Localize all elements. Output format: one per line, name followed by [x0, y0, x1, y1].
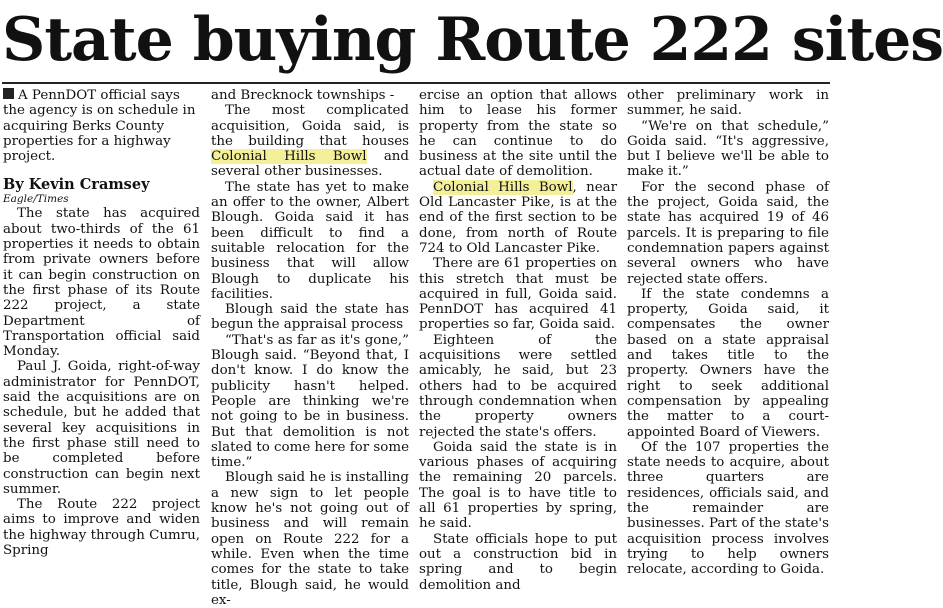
paragraph: Blough said he is installing a new sign to let people know he's not going out of business and will remain open on Route 222 for a while. Even when the time comes for the state to take title, Blough said, he would ex-: [211, 470, 409, 608]
paragraph: Goida said the state is in various phases of acquiring the remaining 20 parcels. The goal is to have title to all 61 properties by spring, he said.: [419, 439, 617, 532]
paragraph: Of the 107 properties the state needs to acquire, about three quarters are residences, officials said, and the remainder are businesses. Part of the state's acquisition process involves trying to help owners relocate, according to Goida.: [627, 439, 829, 578]
deck: [3, 88, 200, 164]
byline: By Kevin Cramsey: [3, 176, 150, 194]
deck-text: A PennDOT official says the agency is on schedule in acquiring Berks County properties for a highway project.: [3, 88, 196, 165]
credit: Eagle/Times: [3, 193, 69, 206]
highlighted-text: Colonial Hills Bowl: [211, 149, 367, 165]
highlighted-text: Colonial Hills Bowl: [433, 179, 573, 195]
paragraph: For the second phase of the project, Goida said, the state has acquired 19 of 46 parcels. It is preparing to file condemnation papers against several owners who have rejected state offers.: [627, 179, 829, 287]
headline-rule: [2, 82, 830, 84]
paragraph: Eighteen of the acquisitions were settled amicably, he said, but 23 others had to be acquired through condemnation when the property owners rejected the state's offers.: [419, 332, 617, 440]
paragraph: [419, 180, 617, 256]
paragraph: [211, 103, 409, 179]
paragraph: There are 61 properties on this stretch that must be acquired in full, Goida said. PennDOT has acquired 41 properties so far, Goida said.: [419, 256, 617, 333]
paragraph: The state has yet to make an offer to the owner, Albert Blough. Goida said it has been difficult to find a suitable relocation for the business that will allow Blough to duplicate his facilities.: [211, 179, 409, 302]
paragraph: “That's as far as it's gone,” Blough said. “Beyond that, I don't know. I do know the publicity hasn't helped. People are thinking we're not going to be in business. But that demolition is not slated to come here for some time.”: [211, 332, 409, 471]
headline: State buying Route 222 sites: [2, 5, 943, 75]
paragraph: other preliminary work in summer, he said.: [627, 88, 829, 119]
paragraph: ercise an option that allows him to lease his former property from the state so he can continue to do business at the site until the actual date of demolition.: [419, 88, 617, 180]
column-1: [3, 88, 200, 559]
column-2: [211, 88, 409, 608]
paragraph-text: and several other businesses.: [211, 149, 409, 180]
column-3: [419, 88, 617, 593]
paragraph: Blough said the state has begun the appraisal process: [211, 302, 409, 333]
paragraph-text: , near Old Lancaster Pike, is at the end of the first section to be done, from north of Route 724 to Old Lancaster Pike.: [419, 179, 617, 256]
paragraph: The Route 222 project aims to improve and widen the highway through Cumru, Spring: [3, 497, 200, 559]
paragraph: and Brecknock townships -: [211, 88, 395, 103]
paragraph: If the state condemns a property, Goida said, it compensates the owner based on a state appraisal and takes title to the property. Owners have the right to seek additional compensation by appealing the matter to a court-appointed Board of Viewers.: [627, 286, 829, 440]
bullet-square-icon: [3, 88, 14, 99]
paragraph: State officials hope to put out a construction bid in spring and to begin demolition and: [419, 531, 617, 593]
paragraph: The state has acquired about two-thirds of the 61 properties it needs to obtain from private owners before it can begin construction on the first phase of its Route 222 project, a state Department of Transportation official said Monday.: [3, 206, 200, 360]
paragraph-text: The most complicated acquisition, Goida said, is the building that houses: [211, 103, 409, 149]
column-4: [627, 88, 829, 578]
paragraph: “We're on that schedule,” Goida said. “It's aggressive, but I believe we'll be able to make it.”: [627, 118, 829, 180]
paragraph: Paul J. Goida, right-of-way administrator for PennDOT, said the acquisitions are on schedule, but he added that several key acquisitions in the first phase still need to be completed before construction can begin next summer.: [3, 359, 200, 497]
